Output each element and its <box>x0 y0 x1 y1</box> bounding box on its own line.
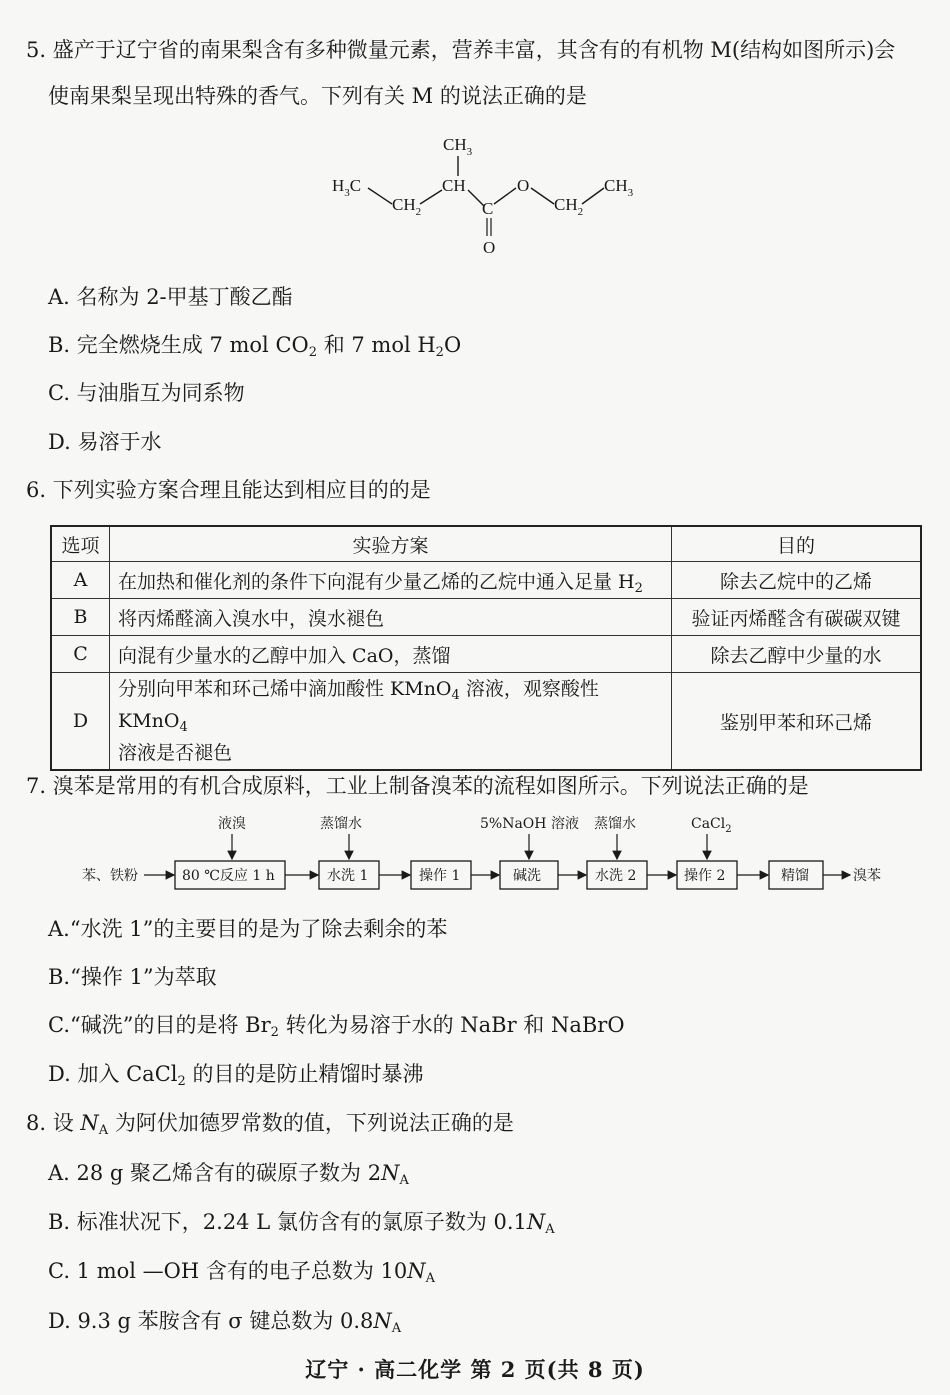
row-aim: 鉴别甲苯和环己烯 <box>672 673 922 771</box>
q5-option-b: B. 完全燃烧生成 7 mol $CO_2$ 和 7 mol $H_2O$ <box>48 333 462 360</box>
struct-o-bottom: O <box>483 238 496 257</box>
flow-box-op1: 操作 1 <box>419 868 461 884</box>
q6-stem: 6. 下列实验方案合理且能达到相应目的的是 <box>26 478 431 502</box>
header-option: 选项 <box>51 526 110 562</box>
page-footer: 辽宁 · 高二化学 第 2 页(共 8 页) <box>305 1357 645 1382</box>
row-plan: 向混有少量水的乙醇中加入 CaO，蒸馏 <box>110 636 672 673</box>
q8-option-c: C. 1 mol —OH 含有的电子总数为 $10N_A$ <box>48 1259 436 1286</box>
struct-ch2-a: $CH_2$ <box>392 195 422 218</box>
table-row <box>51 562 921 599</box>
header-aim: 目的 <box>672 526 922 562</box>
row-option: C <box>51 636 110 673</box>
flow-input-bromine: 液溴 <box>218 816 246 832</box>
q5-option-d: D. 易溶于水 <box>48 430 162 454</box>
q8-option-a: A. 28 g 聚乙烯含有的碳原子数为 $2N_A$ <box>48 1161 409 1188</box>
row-plan: 分别向甲苯和环己烯中滴加酸性 KMnO$_4$ 溶液，观察酸性 KMnO$_4$ 溶液是否褪色 <box>110 673 672 771</box>
q8-stem: 8. 设 $N_A$ 为阿伏加德罗常数的值，下列说法正确的是 <box>26 1111 514 1138</box>
flow-input-cacl2: CaCl$_2$ <box>691 816 732 835</box>
struct-c: C <box>482 199 494 218</box>
flow-box-distill: 精馏 <box>781 868 809 884</box>
row-option: A <box>51 562 110 599</box>
q5-stem-line2: 使南果梨呈现出特殊的香气。下列有关 M 的说法正确的是 <box>48 84 587 108</box>
q8-option-d: D. 9.3 g 苯胺含有 σ 键总数为 $0.8N_A$ <box>48 1309 402 1336</box>
flow-box-wash1: 水洗 1 <box>327 868 369 884</box>
molecule-structure <box>320 128 650 263</box>
row-plan: 在加热和催化剂的条件下向混有少量乙烯的乙烷中通入足量 $H_2$ <box>110 562 672 599</box>
flow-end: 溴苯 <box>853 868 881 884</box>
flow-input-water1: 蒸馏水 <box>320 816 362 832</box>
table-row <box>51 636 921 673</box>
struct-ch: CH <box>442 176 466 195</box>
flow-input-naoh: 5%NaOH 溶液 <box>480 816 579 832</box>
flow-box-react: 80 ℃反应 1 h <box>182 868 275 884</box>
row-aim: 除去乙醇中少量的水 <box>672 636 922 673</box>
flow-input-water2: 蒸馏水 <box>594 816 636 832</box>
process-flowchart <box>78 812 898 897</box>
q6-table <box>50 525 922 771</box>
q8-option-b: B. 标准状况下，2.24 L 氯仿含有的氯原子数为 $0.1N_A$ <box>48 1210 555 1237</box>
struct-h3c: $H_3C$ <box>332 176 362 199</box>
struct-o: O <box>517 176 530 195</box>
struct-ch3-right: $CH_3$ <box>604 176 634 199</box>
row-option: D <box>51 673 110 771</box>
header-plan: 实验方案 <box>110 526 672 562</box>
row-plan: 将丙烯醛滴入溴水中，溴水褪色 <box>110 599 672 636</box>
q7-option-d: D. 加入 CaCl$_2$ 的目的是防止精馏时暴沸 <box>48 1062 424 1089</box>
row-aim: 验证丙烯醛含有碳碳双键 <box>672 599 922 636</box>
table-row <box>51 673 921 771</box>
table-header-row <box>51 526 921 562</box>
q5-option-c: C. 与油脂互为同系物 <box>48 381 245 405</box>
q7-stem: 7. 溴苯是常用的有机合成原料，工业上制备溴苯的流程如图所示。下列说法正确的是 <box>26 774 809 798</box>
struct-ch3-top: $CH_3$ <box>443 135 473 158</box>
q5-stem-line1: 5. 盛产于辽宁省的南果梨含有多种微量元素，营养丰富，其含有的有机物 M(结构如图所示)会 <box>26 38 896 62</box>
table-row <box>51 599 921 636</box>
q7-option-c: C.“碱洗”的目的是将 $Br_2$ 转化为易溶于水的 NaBr 和 NaBrO <box>48 1013 625 1040</box>
q7-option-a: A.“水洗 1”的主要目的是为了除去剩余的苯 <box>48 917 448 941</box>
q7-option-b: B.“操作 1”为萃取 <box>48 965 217 989</box>
flow-box-alkali: 碱洗 <box>513 868 541 884</box>
flow-box-op2: 操作 2 <box>684 868 726 884</box>
flow-box-wash2: 水洗 2 <box>595 868 637 884</box>
flow-start: 苯、铁粉 <box>82 868 138 884</box>
q5-option-a: A. 名称为 2-甲基丁酸乙酯 <box>48 285 293 309</box>
row-aim: 除去乙烷中的乙烯 <box>672 562 922 599</box>
row-option: B <box>51 599 110 636</box>
struct-ch2-b: $CH_2$ <box>554 195 584 218</box>
